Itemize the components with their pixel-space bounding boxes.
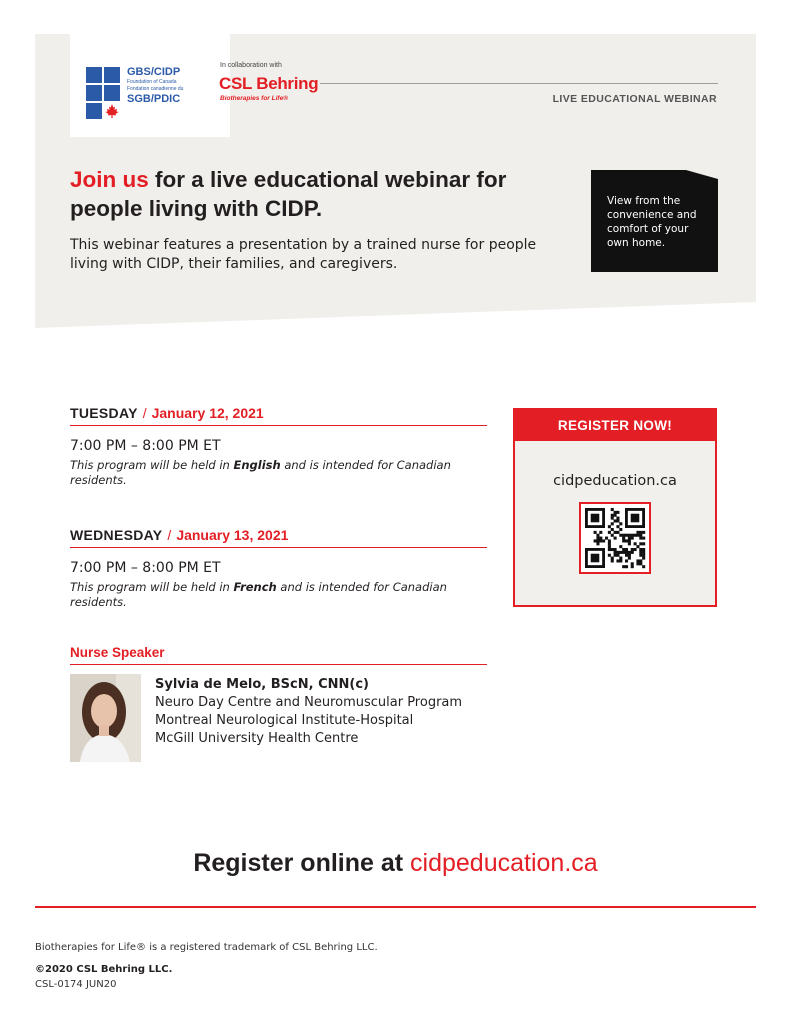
webinar-label: LIVE EDUCATIONAL WEBINAR <box>552 93 717 105</box>
logo-line-1: GBS/CIDP <box>127 66 181 78</box>
cta-url-link[interactable]: cidpeducation.ca <box>410 849 598 877</box>
session-slash: / <box>167 527 172 543</box>
maple-leaf-icon <box>104 103 120 119</box>
speaker-photo <box>70 674 141 762</box>
logo-line-4: SGB/PDIC <box>127 93 181 105</box>
session-header <box>70 405 487 426</box>
footer-divider <box>35 906 756 908</box>
session-language: French <box>233 580 277 594</box>
session-time: 7:00 PM – 8:00 PM ET <box>70 560 221 576</box>
logo-line-3: Fondation canadienne du <box>127 86 184 92</box>
note-suffix: and is intended for Canadian residents. <box>70 458 451 487</box>
note-prefix: This program will be held in <box>70 580 234 594</box>
callout-text: View from the convenience and comfort of your own home. <box>607 195 697 249</box>
speaker-info <box>155 676 462 748</box>
logo-line-2: Foundation of Canada <box>127 79 177 85</box>
session-tuesday <box>70 405 487 488</box>
session-slash: / <box>142 405 147 421</box>
speaker-affiliation-1: Neuro Day Centre and Neuromuscular Program <box>155 695 463 710</box>
qr-code-icon <box>581 504 649 572</box>
session-date: January 13, 2021 <box>176 527 289 543</box>
headline-emphasis: Join us <box>70 167 149 192</box>
speaker-affiliation-3: McGill University Health Centre <box>155 731 359 746</box>
hero-subtext: This webinar features a presentation by a trained nurse for people living with CIDP, their families, and caregivers. <box>70 237 537 272</box>
register-cta <box>0 849 791 878</box>
register-now-button[interactable]: REGISTER NOW! <box>515 410 715 441</box>
session-note <box>70 458 470 488</box>
speaker-name: Sylvia de Melo, BScN, CNN(c) <box>155 677 369 692</box>
speaker-portrait-icon <box>70 674 141 762</box>
speaker-affiliation-2: Montreal Neurological Institute-Hospital <box>155 713 414 728</box>
document-code: CSL-0174 JUN20 <box>35 979 117 990</box>
session-day: WEDNESDAY <box>70 527 163 543</box>
cta-text: Register online at <box>193 849 411 877</box>
session-note <box>70 580 470 610</box>
register-box <box>513 408 717 607</box>
session-time: 7:00 PM – 8:00 PM ET <box>70 438 221 454</box>
session-date: January 12, 2021 <box>151 405 264 421</box>
session-wednesday <box>70 527 487 610</box>
copyright-notice: ©2020 CSL Behring LLC. <box>35 964 173 975</box>
session-header <box>70 527 487 548</box>
qr-code[interactable] <box>579 502 651 574</box>
trademark-notice: Biotherapies for Life® is a registered trademark of CSL Behring LLC. <box>35 942 378 953</box>
session-day: TUESDAY <box>70 405 138 421</box>
note-suffix: and is intended for Canadian residents. <box>70 580 447 609</box>
callout-box <box>591 170 718 272</box>
csl-behring-logo: CSL Behring <box>219 74 319 93</box>
headline <box>70 165 580 223</box>
csl-tagline: Biotherapies for Life® <box>220 95 288 102</box>
headline-rest: for a live educational webinar for people living with CIDP. <box>70 167 507 221</box>
hero-divider <box>320 83 718 84</box>
collab-text: In collaboration with <box>220 62 282 69</box>
note-prefix: This program will be held in <box>70 458 234 472</box>
speaker-heading: Nurse Speaker <box>70 645 487 665</box>
register-url-link[interactable]: cidpeducation.ca <box>553 473 677 489</box>
callout-corner <box>686 170 718 179</box>
session-language: English <box>233 458 281 472</box>
